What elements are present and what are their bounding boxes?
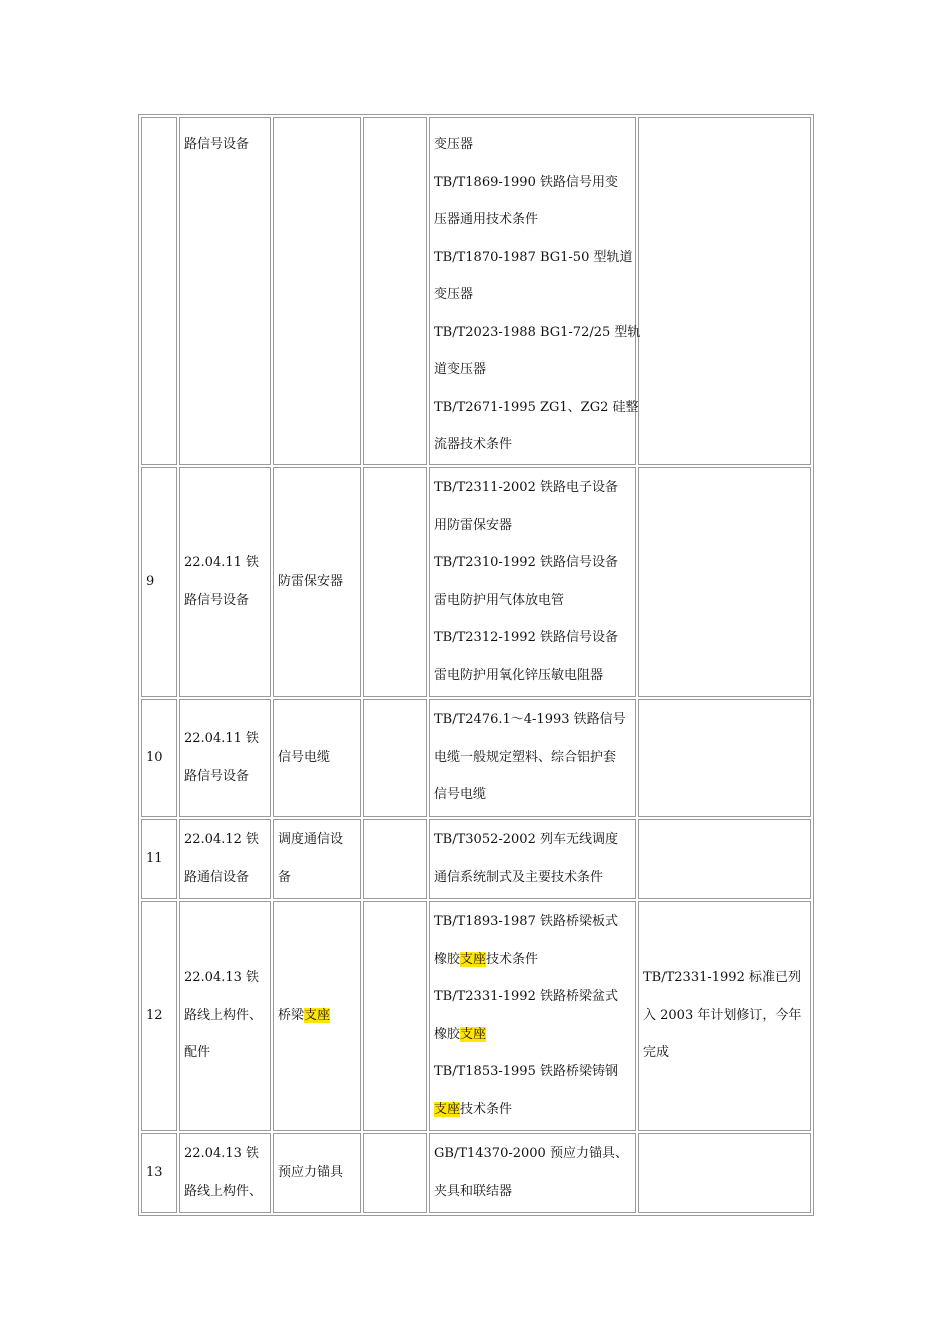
standard-line: TB/T3052-2002 列车无线调度 [434,832,618,847]
table-row [141,819,811,899]
category-line: 路信号设备 [184,137,250,152]
standards-table [138,114,814,1216]
product-cell [273,117,361,465]
product-cell [273,1133,361,1213]
standard-line: 夹具和联结器 [434,1183,513,1199]
standard-line: 通信系统制式及主要技术条件 [434,869,604,885]
standard-line: 道变压器 [434,362,487,377]
note-cell [638,699,811,817]
product-line [278,997,356,1035]
highlighted-term: 支座 [434,1101,461,1117]
standard-line: GB/T14370-2000 预应力锚具、 [434,1146,628,1161]
standards-cell [429,117,641,465]
note-cell [638,117,811,465]
standard-line: 变压器 [434,287,474,302]
standard-line: TB/T1870-1987 BG1-50 型轨道 [434,249,633,265]
standard-line: TB/T1869-1990 铁路信号用变 [434,174,618,190]
note-cell [638,1133,811,1213]
category-line: 配件 [184,1045,211,1061]
product-line: 备 [278,869,292,885]
standard-text: 橡胶 [434,1026,461,1042]
table-row [141,467,811,697]
standard-line: 用防雷保安器 [434,517,513,533]
note-cell [638,467,811,697]
standard-line [434,1091,631,1129]
standards-cell [429,819,636,899]
category-cell [179,1133,271,1213]
product-line: 信号电缆 [278,749,331,765]
category-line: 22.04.12 铁 [184,832,260,847]
row-number-cell [141,117,177,465]
standard-line: TB/T1893-1987 铁路桥梁板式 [434,914,618,929]
row-number-cell: 9 [141,467,177,697]
extra-cell [363,467,427,697]
category-cell [179,117,271,465]
category-cell [179,819,271,899]
note-line: TB/T2331-1992 标准已列 [643,970,801,986]
standard-line: TB/T2310-1992 铁路信号设备 [434,555,618,570]
table-row [141,699,811,817]
product-line: 预应力锚具 [278,1164,344,1180]
standard-line [434,1016,631,1054]
extra-cell [363,117,427,465]
category-cell [179,901,271,1131]
standard-text: 技术条件 [486,951,539,967]
standard-line: TB/T2476.1～4-1993 铁路信号 [434,712,626,728]
note-cell [638,901,811,1131]
standards-cell [429,467,636,697]
standard-line: TB/T2023-1988 BG1-72/25 型轨 [434,324,641,340]
category-cell [179,699,271,817]
category-line: 路线上构件、 [184,1007,263,1023]
standard-line: 变压器 [434,137,474,152]
table-row [141,117,811,465]
category-line: 22.04.11 铁 [184,555,260,570]
row-number-cell: 10 [141,699,177,817]
table-row [141,901,811,1131]
standard-line: TB/T1853-1995 铁路桥梁铸钢 [434,1064,618,1079]
product-line: 调度通信设 [278,832,344,847]
highlighted-term: 支座 [460,951,487,967]
standards-cell [429,1133,636,1213]
row-number-cell: 11 [141,819,177,899]
category-line: 路通信设备 [184,869,250,885]
standard-line: TB/T2331-1992 铁路桥梁盆式 [434,989,618,1004]
standards-cell [429,901,636,1131]
category-line: 路信号设备 [184,768,250,784]
standard-line: TB/T2312-1992 铁路信号设备 [434,630,618,645]
note-line: 完成 [643,1045,670,1061]
extra-cell [363,819,427,899]
standard-text: 技术条件 [460,1101,513,1117]
standard-line: 雷电防护用气体放电管 [434,592,565,608]
standard-line [434,941,631,979]
product-cell [273,699,361,817]
product-cell [273,467,361,697]
note-line: 入 2003 年计划修订，今年 [643,1007,802,1023]
row-number-cell: 13 [141,1133,177,1213]
extra-cell [363,1133,427,1213]
standard-text: 橡胶 [434,951,461,967]
row-number-cell: 12 [141,901,177,1131]
product-cell [273,819,361,899]
category-line: 路信号设备 [184,592,250,608]
standard-line: 电缆一般规定塑料、综合铝护套 [434,749,617,765]
highlighted-term: 支座 [460,1026,487,1042]
extra-cell [363,901,427,1131]
category-line: 路线上构件、 [184,1183,263,1199]
product-cell [273,901,361,1131]
extra-cell [363,699,427,817]
note-cell [638,819,811,899]
product-text: 桥梁 [278,1007,305,1023]
category-cell [179,467,271,697]
standard-line: 信号电缆 [434,787,487,803]
standard-line: 雷电防护用氧化锌压敏电阻器 [434,667,604,683]
category-line: 22.04.13 铁 [184,1146,260,1161]
table-row [141,1133,811,1213]
standards-table-page [138,114,812,1216]
standard-line: 压器通用技术条件 [434,212,539,227]
category-line: 22.04.13 铁 [184,970,260,986]
standard-line: TB/T2671-1995 ZG1、ZG2 硅整 [434,399,639,415]
standard-line: 流器技术条件 [434,437,513,452]
category-line: 22.04.11 铁 [184,731,260,746]
standard-line: TB/T2311-2002 铁路电子设备 [434,480,618,495]
product-line: 防雷保安器 [278,573,344,589]
highlighted-term: 支座 [304,1007,331,1023]
standards-cell [429,699,636,817]
